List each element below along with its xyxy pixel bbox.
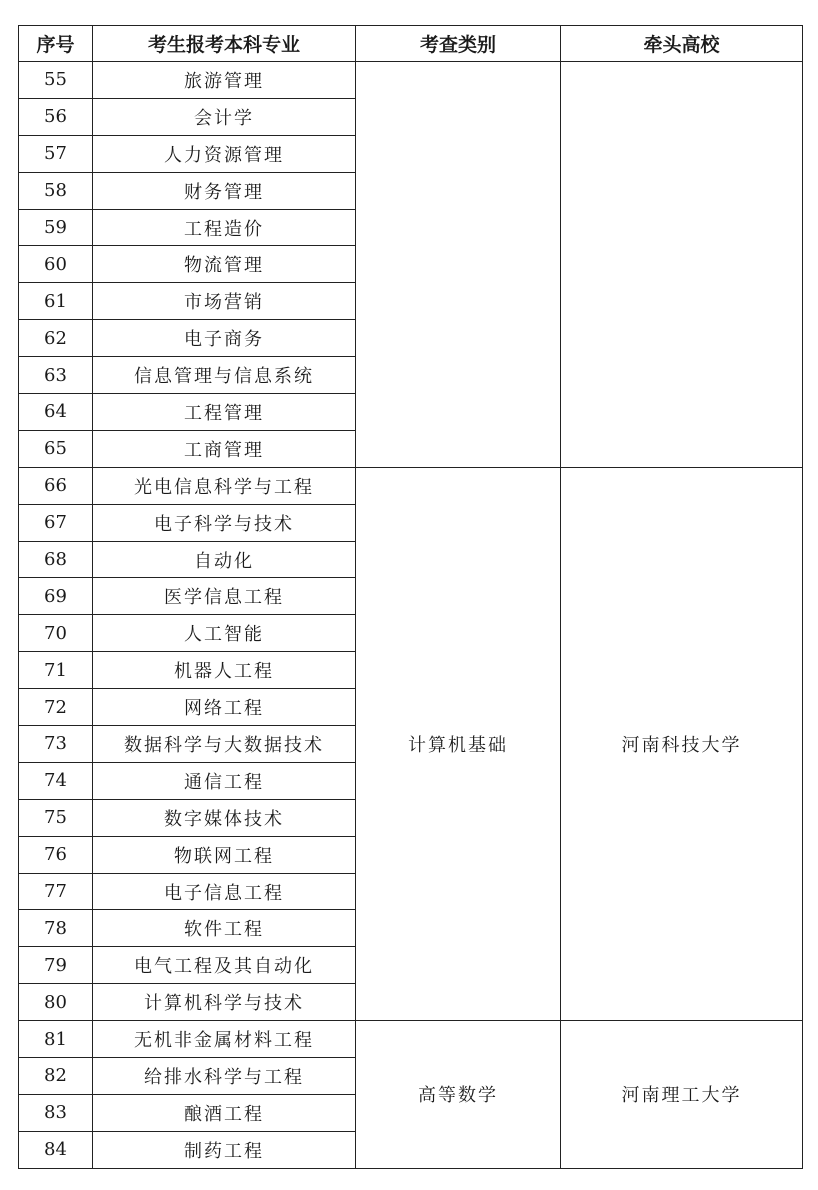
majors-table [18,25,803,1169]
serial-number-cell: 71 [19,652,93,689]
serial-number-cell: 72 [19,689,93,726]
serial-number-cell: 70 [19,615,93,652]
major-cell: 通信工程 [93,762,356,799]
major-cell: 财务管理 [93,172,356,209]
serial-number-cell: 68 [19,541,93,578]
serial-number-cell: 63 [19,357,93,394]
major-cell: 人工智能 [93,615,356,652]
serial-number-cell: 75 [19,799,93,836]
major-cell: 物联网工程 [93,836,356,873]
serial-number-cell: 80 [19,984,93,1021]
header-row [19,26,803,62]
serial-number-cell: 62 [19,320,93,357]
major-cell: 物流管理 [93,246,356,283]
major-cell: 酿酒工程 [93,1094,356,1131]
major-cell: 给排水科学与工程 [93,1058,356,1095]
lead-university-cell [561,62,803,468]
serial-number-cell: 57 [19,135,93,172]
major-cell: 工程管理 [93,394,356,431]
table-body [19,62,803,1169]
major-cell: 网络工程 [93,689,356,726]
major-cell: 电子科学与技术 [93,504,356,541]
major-cell: 电气工程及其自动化 [93,947,356,984]
exam-category-cell: 计算机基础 [356,467,561,1020]
serial-number-cell: 61 [19,283,93,320]
major-cell: 软件工程 [93,910,356,947]
serial-number-cell: 82 [19,1058,93,1095]
table-row [19,62,803,99]
exam-category-cell: 高等数学 [356,1021,561,1169]
major-cell: 信息管理与信息系统 [93,357,356,394]
serial-number-cell: 77 [19,873,93,910]
major-cell: 光电信息科学与工程 [93,467,356,504]
serial-number-cell: 73 [19,726,93,763]
lead-university-cell: 河南科技大学 [561,467,803,1020]
major-cell: 数据科学与大数据技术 [93,726,356,763]
serial-number-cell: 58 [19,172,93,209]
major-cell: 人力资源管理 [93,135,356,172]
serial-number-cell: 83 [19,1094,93,1131]
major-cell: 市场营销 [93,283,356,320]
serial-number-cell: 59 [19,209,93,246]
serial-number-cell: 69 [19,578,93,615]
serial-number-cell: 65 [19,430,93,467]
major-cell: 工商管理 [93,430,356,467]
major-cell: 旅游管理 [93,62,356,99]
serial-number-cell: 67 [19,504,93,541]
serial-number-cell: 79 [19,947,93,984]
major-cell: 机器人工程 [93,652,356,689]
major-cell: 会计学 [93,98,356,135]
serial-number-cell: 76 [19,836,93,873]
table-row [19,467,803,504]
table-row [19,1021,803,1058]
major-cell: 无机非金属材料工程 [93,1021,356,1058]
major-cell: 计算机科学与技术 [93,984,356,1021]
lead-university-cell: 河南理工大学 [561,1021,803,1169]
serial-number-cell: 64 [19,394,93,431]
serial-number-cell: 60 [19,246,93,283]
major-cell: 医学信息工程 [93,578,356,615]
serial-number-cell: 81 [19,1021,93,1058]
serial-number-cell: 55 [19,62,93,99]
header-lead-university: 牵头高校 [561,26,803,62]
major-cell: 数字媒体技术 [93,799,356,836]
exam-category-cell [356,62,561,468]
serial-number-cell: 78 [19,910,93,947]
serial-number-cell: 66 [19,467,93,504]
major-cell: 电子商务 [93,320,356,357]
serial-number-cell: 74 [19,762,93,799]
header-exam-category: 考查类别 [356,26,561,62]
major-cell: 制药工程 [93,1131,356,1168]
major-cell: 自动化 [93,541,356,578]
header-major: 考生报考本科专业 [93,26,356,62]
major-cell: 电子信息工程 [93,873,356,910]
header-serial-number: 序号 [19,26,93,62]
serial-number-cell: 56 [19,98,93,135]
serial-number-cell: 84 [19,1131,93,1168]
major-cell: 工程造价 [93,209,356,246]
